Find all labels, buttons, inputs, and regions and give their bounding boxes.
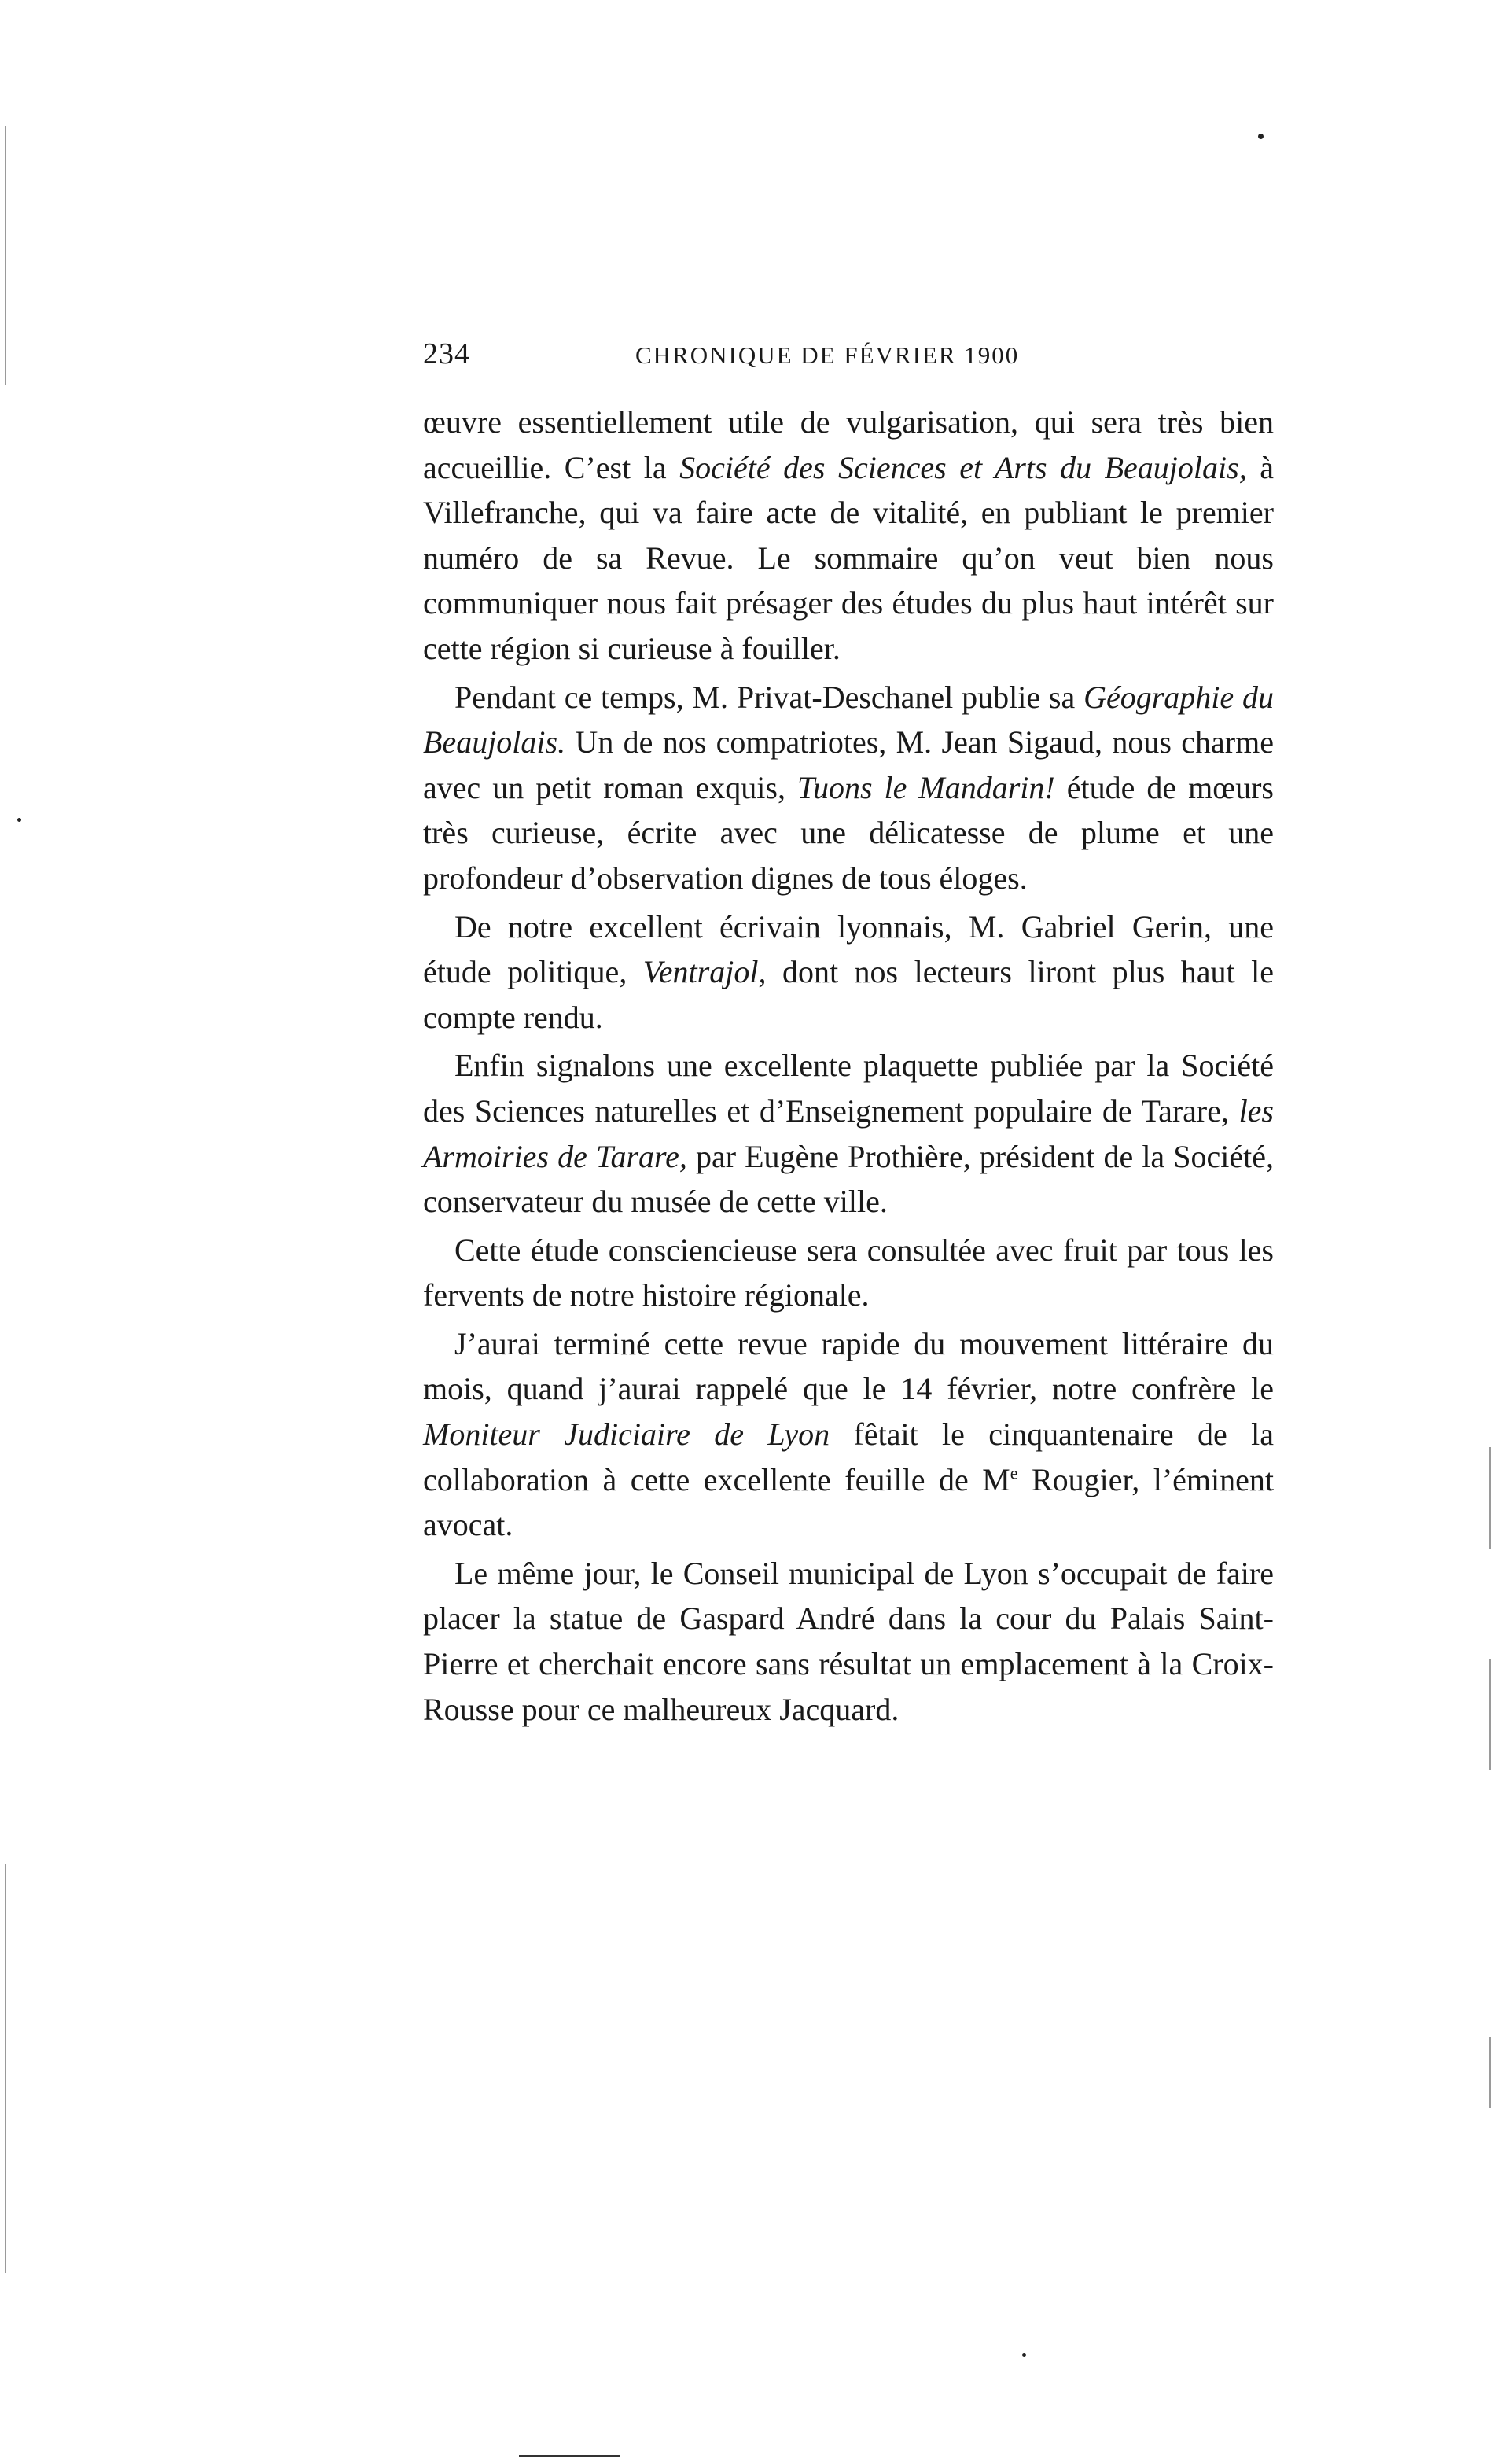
- italic-title-run: Tuons le Mandarin!: [796, 769, 1055, 805]
- scan-edge-line: [1489, 2037, 1491, 2108]
- ink-speck: [1258, 134, 1264, 139]
- text-run: dont nos lecteurs liront plus haut le compte rendu.: [423, 954, 1274, 1035]
- scan-edge-line: [1489, 1447, 1491, 1549]
- paragraph: [423, 1321, 1274, 1548]
- ink-speck: [1022, 2353, 1026, 2357]
- bottom-rule: [519, 2455, 620, 2457]
- paragraph: [423, 400, 1274, 672]
- text-run: Un de nos compatriotes, M. Jean Sigaud, nous charme avec un petit roman exquis,: [423, 724, 1274, 805]
- scan-edge-line: [5, 1864, 6, 2273]
- text-run: Pendant ce temps, M. Privat-Deschanel publie sa: [454, 679, 1084, 715]
- italic-title-run: Moniteur Judiciaire de Lyon: [423, 1416, 830, 1453]
- text-run: Rougier, l’éminent avocat.: [423, 1461, 1274, 1543]
- text-run: De notre excellent écrivain lyonnais, M. Gabriel Gerin, une étude politique,: [423, 908, 1274, 990]
- text-run: Le même jour, le Conseil municipal de Lyon s’occupait de faire placer la statue de Gaspard André dans la cour du Palais Saint-Pierre et cherchait encore sans résultat un emplacement à la Croix-Rousse pour ce malheureux Jacquard.: [423, 1555, 1274, 1727]
- italic-title-run: Ventrajol,: [642, 954, 767, 990]
- text-run: par Eugène Prothière, président de la Société, conservateur du musée de cette ville.: [423, 1138, 1274, 1220]
- paragraph: [423, 1043, 1274, 1224]
- text-run: à Villefranche, qui va faire acte de vitalité, en publiant le premier numéro de sa Revue. Le sommaire qu’on veut bien nous communiquer nous fait présager des études du plus haut intérêt sur cette région si curieuse à fouiller.: [423, 449, 1274, 666]
- paragraph: [423, 675, 1274, 901]
- scan-edge-line: [1489, 1659, 1491, 1770]
- paragraph: [423, 904, 1274, 1040]
- scan-edge-line: [5, 126, 6, 385]
- text-run: Cette étude consciencieuse sera consultée avec fruit par tous les fervents de notre histoire régionale.: [423, 1232, 1274, 1313]
- superscript-run: e: [1010, 1463, 1018, 1483]
- text-run: J’aurai terminé cette revue rapide du mouvement littéraire du mois, quand j’aurai rappelé que le 14 février, notre confrère le: [423, 1325, 1274, 1407]
- running-title: CHRONIQUE DE FÉVRIER 1900: [635, 341, 1020, 369]
- text-run: fêtait le cinquantenaire de la collaboration à cette excellente feuille de M: [423, 1416, 1274, 1497]
- body-text: [423, 400, 1274, 1732]
- text-run: œuvre essentiellement utile de vulgarisation, qui sera très bien accueillie. C’est la: [423, 404, 1274, 485]
- text-run: étude de mœurs très curieuse, écrite avec une délicatesse de plume et une profondeur d’observation dignes de tous éloges.: [423, 769, 1274, 896]
- ink-speck: [17, 818, 21, 822]
- paragraph: [423, 1228, 1274, 1318]
- italic-title-run: Société des Sciences et Arts du Beaujolais,: [679, 449, 1247, 485]
- italic-title-run: les Armoiries de Tarare,: [423, 1092, 1274, 1174]
- italic-title-run: Géographie du Beaujolais.: [423, 679, 1274, 761]
- page-number: 234: [423, 337, 470, 370]
- running-header: [423, 337, 1274, 376]
- paragraph: [423, 1551, 1274, 1732]
- text-run: Enfin signalons une excellente plaquette publiée par la Société des Sciences naturelles et d’Enseignement populaire de Tarare,: [423, 1048, 1274, 1129]
